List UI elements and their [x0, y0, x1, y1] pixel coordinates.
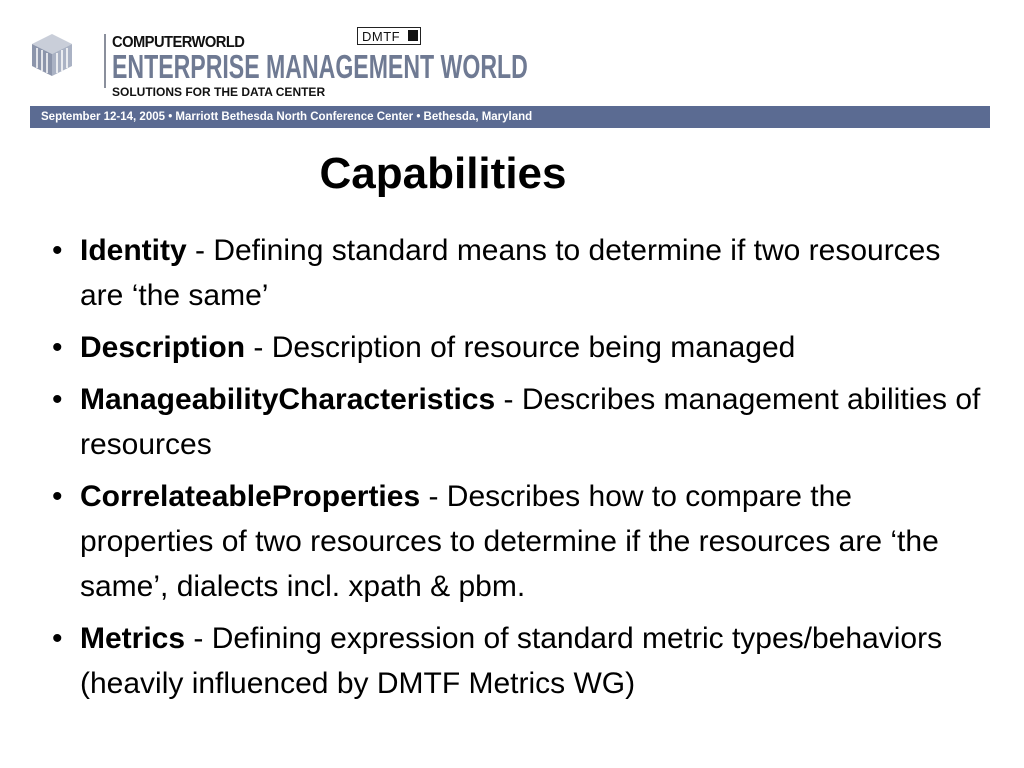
logo-divider	[104, 34, 106, 88]
bullet-dot: •	[52, 331, 63, 364]
bullet-term: Identity	[80, 234, 187, 267]
bullet-term: CorrelateableProperties	[80, 480, 421, 513]
conference-logo	[30, 22, 528, 100]
logo-tagline: SOLUTIONS FOR THE DATA CENTER	[112, 85, 326, 99]
bullet-item	[52, 616, 992, 706]
bullet-text: - Description of resource being managed	[245, 331, 796, 364]
bullet-text: - Describes how to compare the properties of two resources to determine if the resources are ‘the same’, dialects incl. xpath & pbm.	[80, 480, 939, 603]
bullet-dot: •	[52, 622, 63, 655]
bullet-item	[52, 228, 992, 318]
bullet-text: - Defining standard means to determine if two resources are ‘the same’	[80, 234, 941, 312]
bullet-item	[52, 377, 992, 467]
dmtf-mark-icon	[408, 30, 418, 41]
dmtf-label: DMTF	[362, 28, 401, 44]
slide-title: Capabilities	[319, 149, 567, 198]
bullet-dot: •	[52, 480, 63, 513]
bullet-item	[52, 325, 992, 370]
dmtf-logo	[357, 27, 421, 45]
bullet-list	[52, 228, 992, 713]
logo-enterprise-management-world: ENTERPRISE MANAGEMENT WORLD	[112, 48, 528, 85]
bullet-item	[52, 474, 992, 609]
bullet-term: ManageabilityCharacteristics	[80, 383, 496, 416]
bullet-text: - Defining expression of standard metric types/behaviors (heavily influenced by DMTF Metrics WG)	[80, 622, 943, 700]
bullet-text: - Describes management abilities of resources	[80, 383, 981, 461]
event-banner-text: September 12-14, 2005 • Marriott Bethesda North Conference Center • Bethesda, Maryland	[41, 111, 533, 123]
bullet-dot: •	[52, 383, 63, 416]
cube-logo-icon	[30, 32, 74, 78]
event-banner	[30, 106, 990, 128]
logo-computerworld: COMPUTERWORLD	[112, 34, 245, 51]
bullet-dot: •	[52, 234, 63, 267]
bullet-term: Description	[80, 331, 246, 364]
bullet-term: Metrics	[80, 622, 186, 655]
